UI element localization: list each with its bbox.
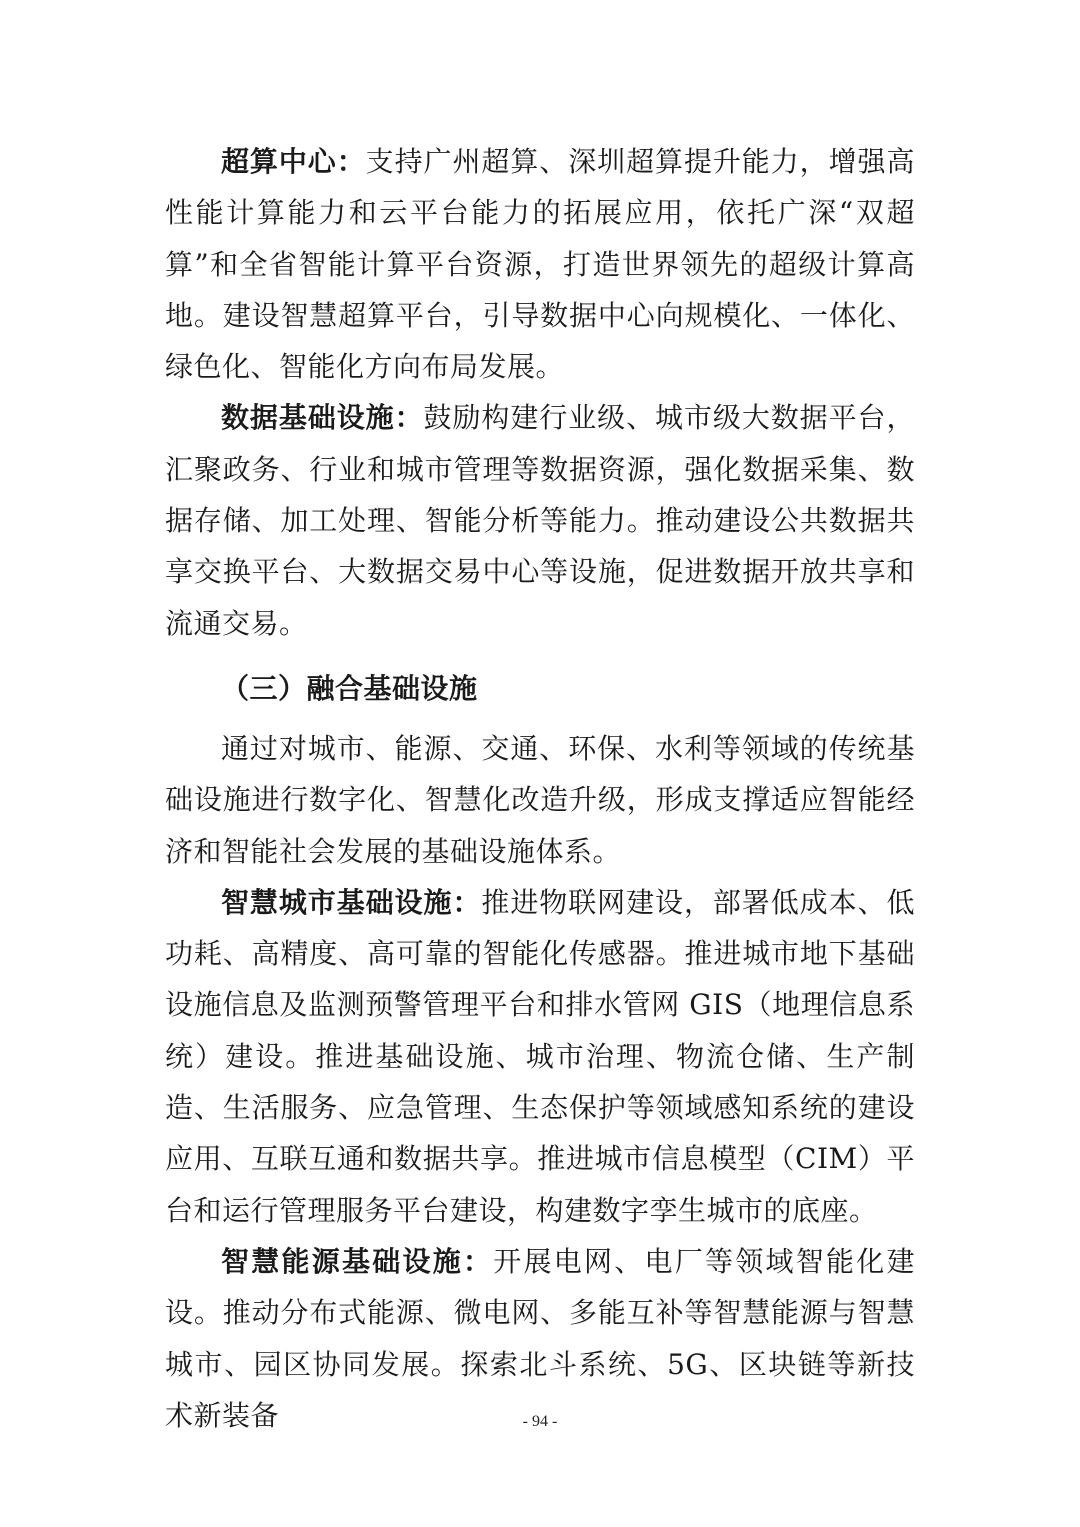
paragraph-text-supercomputing: 支持广州超算、深圳超算提升能力，增强高性能计算能力和云平台能力的拓展应用，依托广深“双超算”和全省智能计算平台资源，打造世界领先的超级计算高地。建设智慧超算平台，引导数据中心向规模化、一体化、绿色化、智能化方向布局发展。 (165, 145, 915, 384)
paragraph-text-smart-energy: 开展电网、电厂等领域智能化建设。推动分布式能源、微电网、多能互补等智慧能源与智慧城市、园区协同发展。探索北斗系统、5G、区块链等新技术新装备 (165, 1244, 915, 1432)
section-heading: （三）融合基础设施 (221, 671, 478, 705)
paragraph-smart-energy (165, 1236, 915, 1441)
paragraph-text-fusion-intro: 通过对城市、能源、交通、环保、水利等领域的传统基础设施进行数字化、智慧化改造升级，形成支撑适应智能经济和智能社会发展的基础设施体系。 (165, 731, 915, 868)
document-body (165, 136, 915, 1441)
paragraph-data-infrastructure (165, 392, 915, 648)
paragraph-lead-data-infrastructure: 数据基础设施： (221, 401, 424, 435)
paragraph-text-data-infrastructure: 鼓励构建行业级、城市级大数据平台，汇聚政务、行业和城市管理等数据资源，强化数据采集、数据存储、加工处理、智能分析等能力。推动建设公共数据共享交换平台、大数据交易中心等设施，促进数据开放共享和流通交易。 (165, 401, 915, 640)
paragraph-supercomputing (165, 136, 915, 392)
paragraph-smart-city (165, 877, 915, 1236)
paragraph-lead-smart-energy: 智慧能源基础设施： (221, 1244, 494, 1278)
paragraph-text-smart-city: 推进物联网建设，部署低成本、低功耗、高精度、高可靠的智能化传感器。推进城市地下基础设施信息及监测预警管理平台和排水管网 GIS（地理信息系统）建设。推进基础设施、城市治理、物流仓储、生产制造、生活服务、应急管理、生态保护等领域感知系统的建设应用、互联互通和数据共享。推进城市信息模型（CIM）平台和运行管理服务平台建设，构建数字孪生城市的底座。 (165, 885, 915, 1227)
page-number: - 94 - (522, 1413, 558, 1430)
paragraph-lead-supercomputing: 超算中心： (221, 145, 366, 178)
paragraph-fusion-intro (165, 723, 915, 877)
paragraph-lead-smart-city: 智慧城市基础设施： (221, 885, 482, 919)
